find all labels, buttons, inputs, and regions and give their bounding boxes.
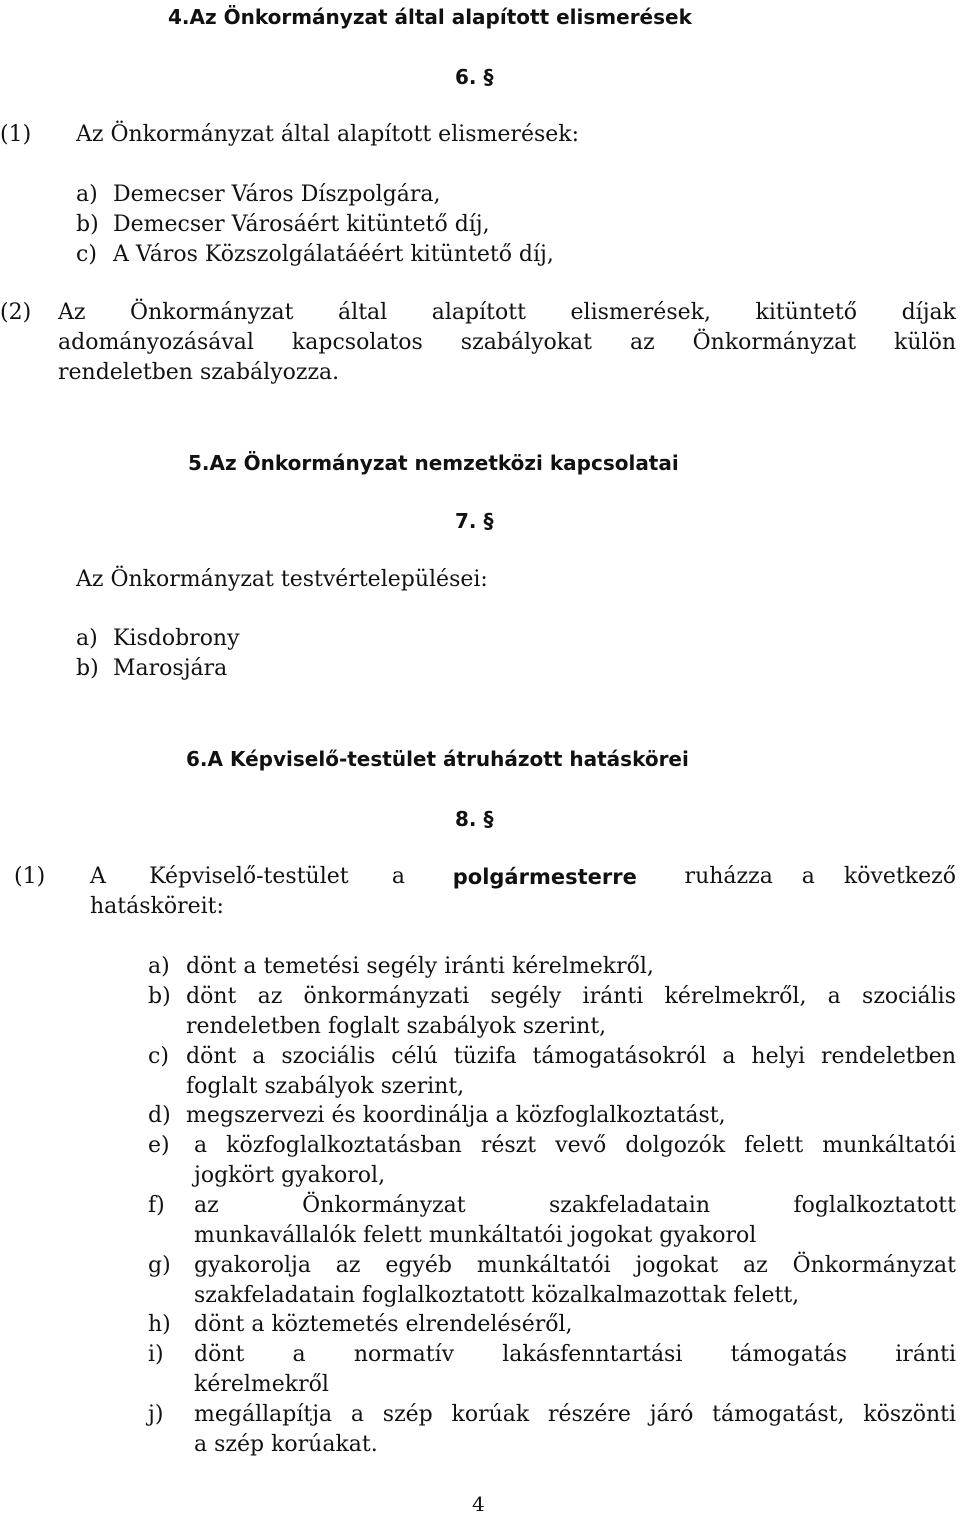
- ch4-list-item-c-label: c): [76, 242, 97, 267]
- ch6-item-i-label: i): [148, 1342, 164, 1367]
- ch5-list-item-b-label: b): [76, 656, 99, 681]
- section-6-marker: 6. §: [455, 65, 494, 89]
- ch6-item-j-label: j): [148, 1402, 164, 1427]
- ch6-item-d-line-1: megszervezi és koordinálja a közfoglalkoztatást,: [186, 1103, 726, 1128]
- ch5-list-item-a-label: a): [76, 626, 98, 651]
- ch4-p1-text: Az Önkormányzat által alapított elismerések:: [76, 122, 580, 147]
- ch5-intro: Az Önkormányzat testvértelepülései:: [76, 567, 488, 592]
- ch4-p2-line-3: rendeletben szabályozza.: [58, 360, 340, 385]
- ch4-list-item-a-text: Demecser Város Díszpolgára,: [113, 182, 441, 207]
- ch6-item-h-line-1: dönt a köztemetés elrendeléséről,: [194, 1312, 573, 1337]
- ch5-list-item-b-text: Marosjára: [113, 656, 228, 681]
- ch6-p1-bold-polgarmesterre: polgármesterre: [452, 865, 637, 889]
- ch6-item-b-label: b): [148, 984, 171, 1009]
- ch5-list-item-a-text: Kisdobrony: [113, 626, 240, 651]
- ch6-item-f-line-2: munkavállalók felett munkáltatói jogokat gyakorol: [194, 1223, 757, 1248]
- ch6-item-j-line-2: a szép korúakat.: [194, 1432, 378, 1457]
- ch4-p2-number: (2): [0, 300, 32, 325]
- ch4-list-item-a-label: a): [76, 182, 98, 207]
- ch6-item-a-line-1: dönt a temetési segély iránti kérelmekről,: [186, 954, 654, 979]
- ch4-p1-number: (1): [0, 122, 32, 147]
- ch4-list-item-c-text: A Város Közszolgálatáéért kitüntető díj,: [113, 242, 554, 267]
- ch4-p2-line-1: Az Önkormányzat által alapított elismerések, kitüntető díjak: [58, 300, 956, 325]
- ch6-item-e-line-2: jogkört gyakorol,: [194, 1163, 386, 1188]
- section-8-marker: 8. §: [455, 807, 494, 831]
- ch6-p1-line-1: [90, 862, 956, 892]
- ch6-item-d-label: d): [148, 1103, 171, 1128]
- chapter-4-heading: 4.Az Önkormányzat által alapított elismerések: [168, 5, 692, 29]
- page-number: 4: [472, 1492, 485, 1516]
- ch6-item-c-line-1: dönt a szociális célú tüzifa támogatásokról a helyi rendeletben: [186, 1044, 956, 1069]
- ch4-p2-line-2: adományozásával kapcsolatos szabályokat az Önkormányzat külön: [58, 330, 956, 355]
- ch6-p1-pre: A Képviselő-testület a: [90, 864, 405, 889]
- ch6-item-g-line-2: szakfeladatain foglalkoztatott közalkalmazottak felett,: [194, 1283, 800, 1308]
- chapter-6-heading: 6.A Képviselő-testület átruházott hatáskörei: [186, 747, 689, 771]
- ch6-item-i-line-2: kérelmekről: [194, 1372, 329, 1397]
- ch6-item-e-label: e): [148, 1133, 170, 1158]
- ch6-item-e-line-1: a közfoglalkoztatásban részt vevő dolgozók felett munkáltatói: [194, 1133, 956, 1158]
- ch4-list-item-b-label: b): [76, 212, 99, 237]
- ch6-item-f-line-1: az Önkormányzat szakfeladatain foglalkoztatott: [194, 1193, 956, 1218]
- ch6-item-g-line-1: gyakorolja az egyéb munkáltatói jogokat az Önkormányzat: [194, 1253, 956, 1278]
- ch6-p1-post: ruházza a következő: [684, 864, 956, 889]
- ch6-item-b-line-2: rendeletben foglalt szabályok szerint,: [186, 1014, 607, 1039]
- section-7-marker: 7. §: [455, 509, 494, 533]
- ch6-item-c-label: c): [148, 1044, 169, 1069]
- ch6-p1-line-2: hatásköreit:: [90, 894, 224, 919]
- ch6-item-a-label: a): [148, 954, 170, 979]
- ch6-item-f-label: f): [148, 1193, 165, 1218]
- chapter-5-heading: 5.Az Önkormányzat nemzetközi kapcsolatai: [188, 451, 679, 475]
- ch6-item-h-label: h): [148, 1312, 171, 1337]
- ch6-item-c-line-2: foglalt szabályok szerint,: [186, 1074, 465, 1099]
- ch6-item-g-label: g): [148, 1253, 171, 1278]
- ch6-item-i-line-1: dönt a normatív lakásfenntartási támogatás iránti: [194, 1342, 956, 1367]
- ch6-item-b-line-1: dönt az önkormányzati segély iránti kérelmekről, a szociális: [186, 984, 956, 1009]
- ch6-item-j-line-1: megállapítja a szép korúak részére járó támogatást, köszönti: [194, 1402, 956, 1427]
- ch4-list-item-b-text: Demecser Városáért kitüntető díj,: [113, 212, 490, 237]
- ch6-p1-number: (1): [14, 864, 46, 889]
